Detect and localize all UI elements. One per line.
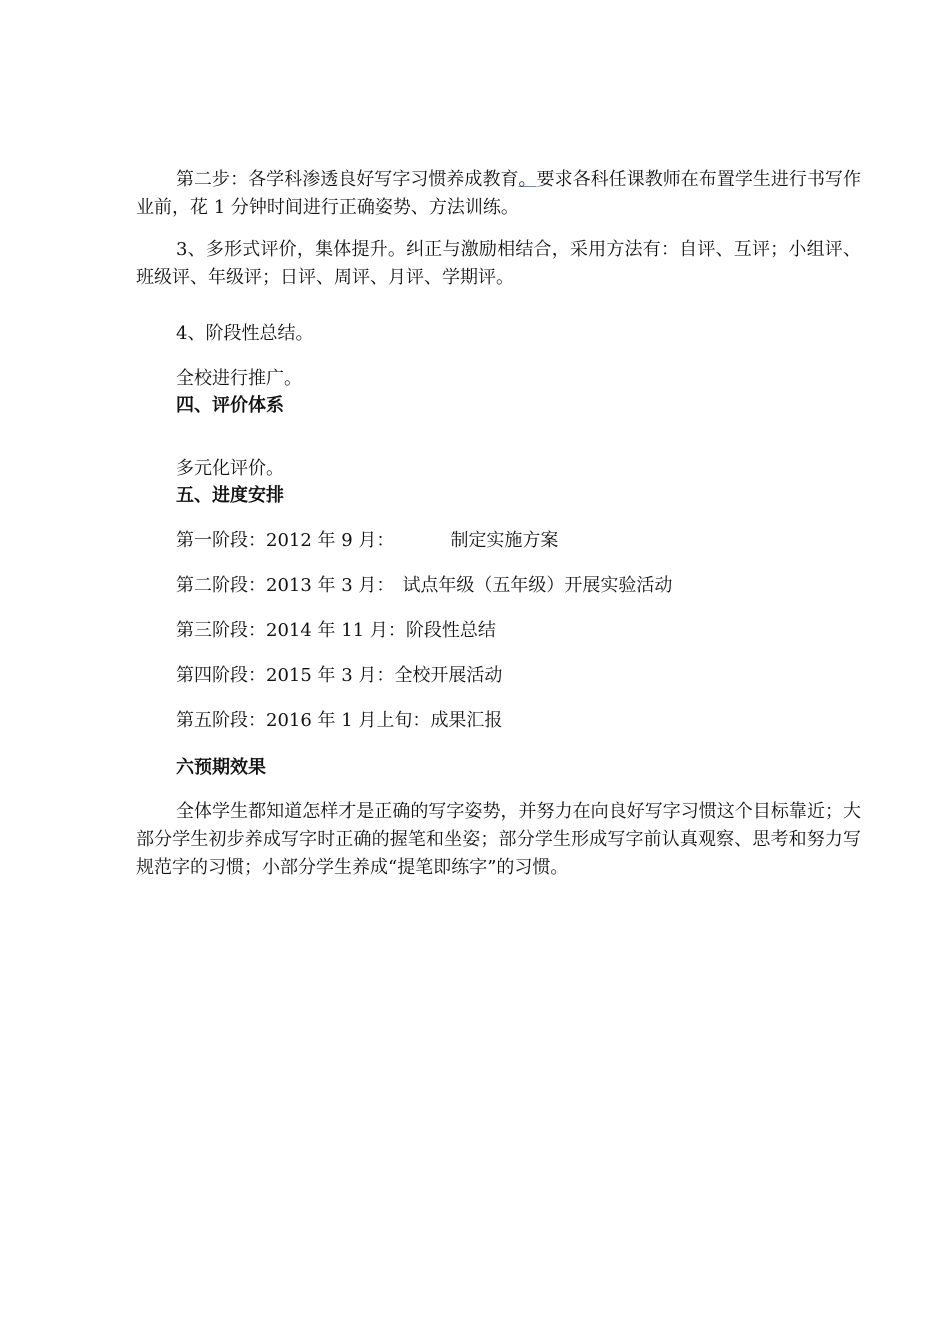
section4-heading: 四、评价体系	[176, 395, 284, 416]
step2-text-b: 要求各科任课教师在布置学生进行书写作业前，花 1 分钟时间进行正确姿势、方法训练。	[136, 169, 862, 218]
stage-label: 第二阶段：2013 年 3 月：	[176, 575, 395, 596]
stage-row	[176, 527, 558, 555]
section4-text: 多元化评价。	[176, 458, 284, 479]
stage-row	[176, 617, 496, 645]
stage-task: 制定实施方案	[450, 530, 559, 551]
paragraph-item4: 4、阶段性总结。	[176, 323, 314, 344]
stage-task: 阶段性总结	[405, 620, 496, 641]
stage-label: 第一阶段：2012 年 9 月：	[176, 530, 395, 551]
stage-row	[176, 572, 672, 600]
paragraph-promote: 全校进行推广。	[176, 368, 302, 389]
paragraph-item3: 3、多形式评价，集体提升。纠正与激励相结合，采用方法有：自评、互评；小组评、班级评、年级评；日评、周评、月评、学期评。	[136, 239, 861, 288]
stage-task: 全校开展活动	[394, 665, 503, 686]
stage-row	[176, 662, 502, 690]
stage-task: 试点年级（五年级）开展实验活动	[402, 575, 673, 596]
section6-text: 全体学生都知道怎样才是正确的写字姿势，并努力在向良好写字习惯这个目标靠近；大部分学生初步养成写字时正确的握笔和坐姿；部分学生形成写字前认真观察、思考和努力写规范字的习惯；小部分学生养成“提笔即练字”的习惯。	[136, 801, 861, 878]
stage-row	[176, 707, 502, 735]
stage-label: 第五阶段：2016 年 1 月上旬：	[176, 710, 431, 731]
stage-label: 第四阶段：2015 年 3 月：	[176, 665, 395, 686]
paragraph-step2	[136, 166, 861, 222]
stage-task: 成果汇报	[430, 710, 503, 731]
step2-text-a: 第二步：各学科渗透良好写字习惯养成教育	[176, 169, 519, 190]
step2-period: 。	[518, 169, 537, 190]
section5-heading: 五、进度安排	[176, 485, 284, 506]
section6-heading: 六预期效果	[176, 757, 266, 778]
stage-label: 第三阶段：2014 年 11 月：	[176, 620, 406, 641]
